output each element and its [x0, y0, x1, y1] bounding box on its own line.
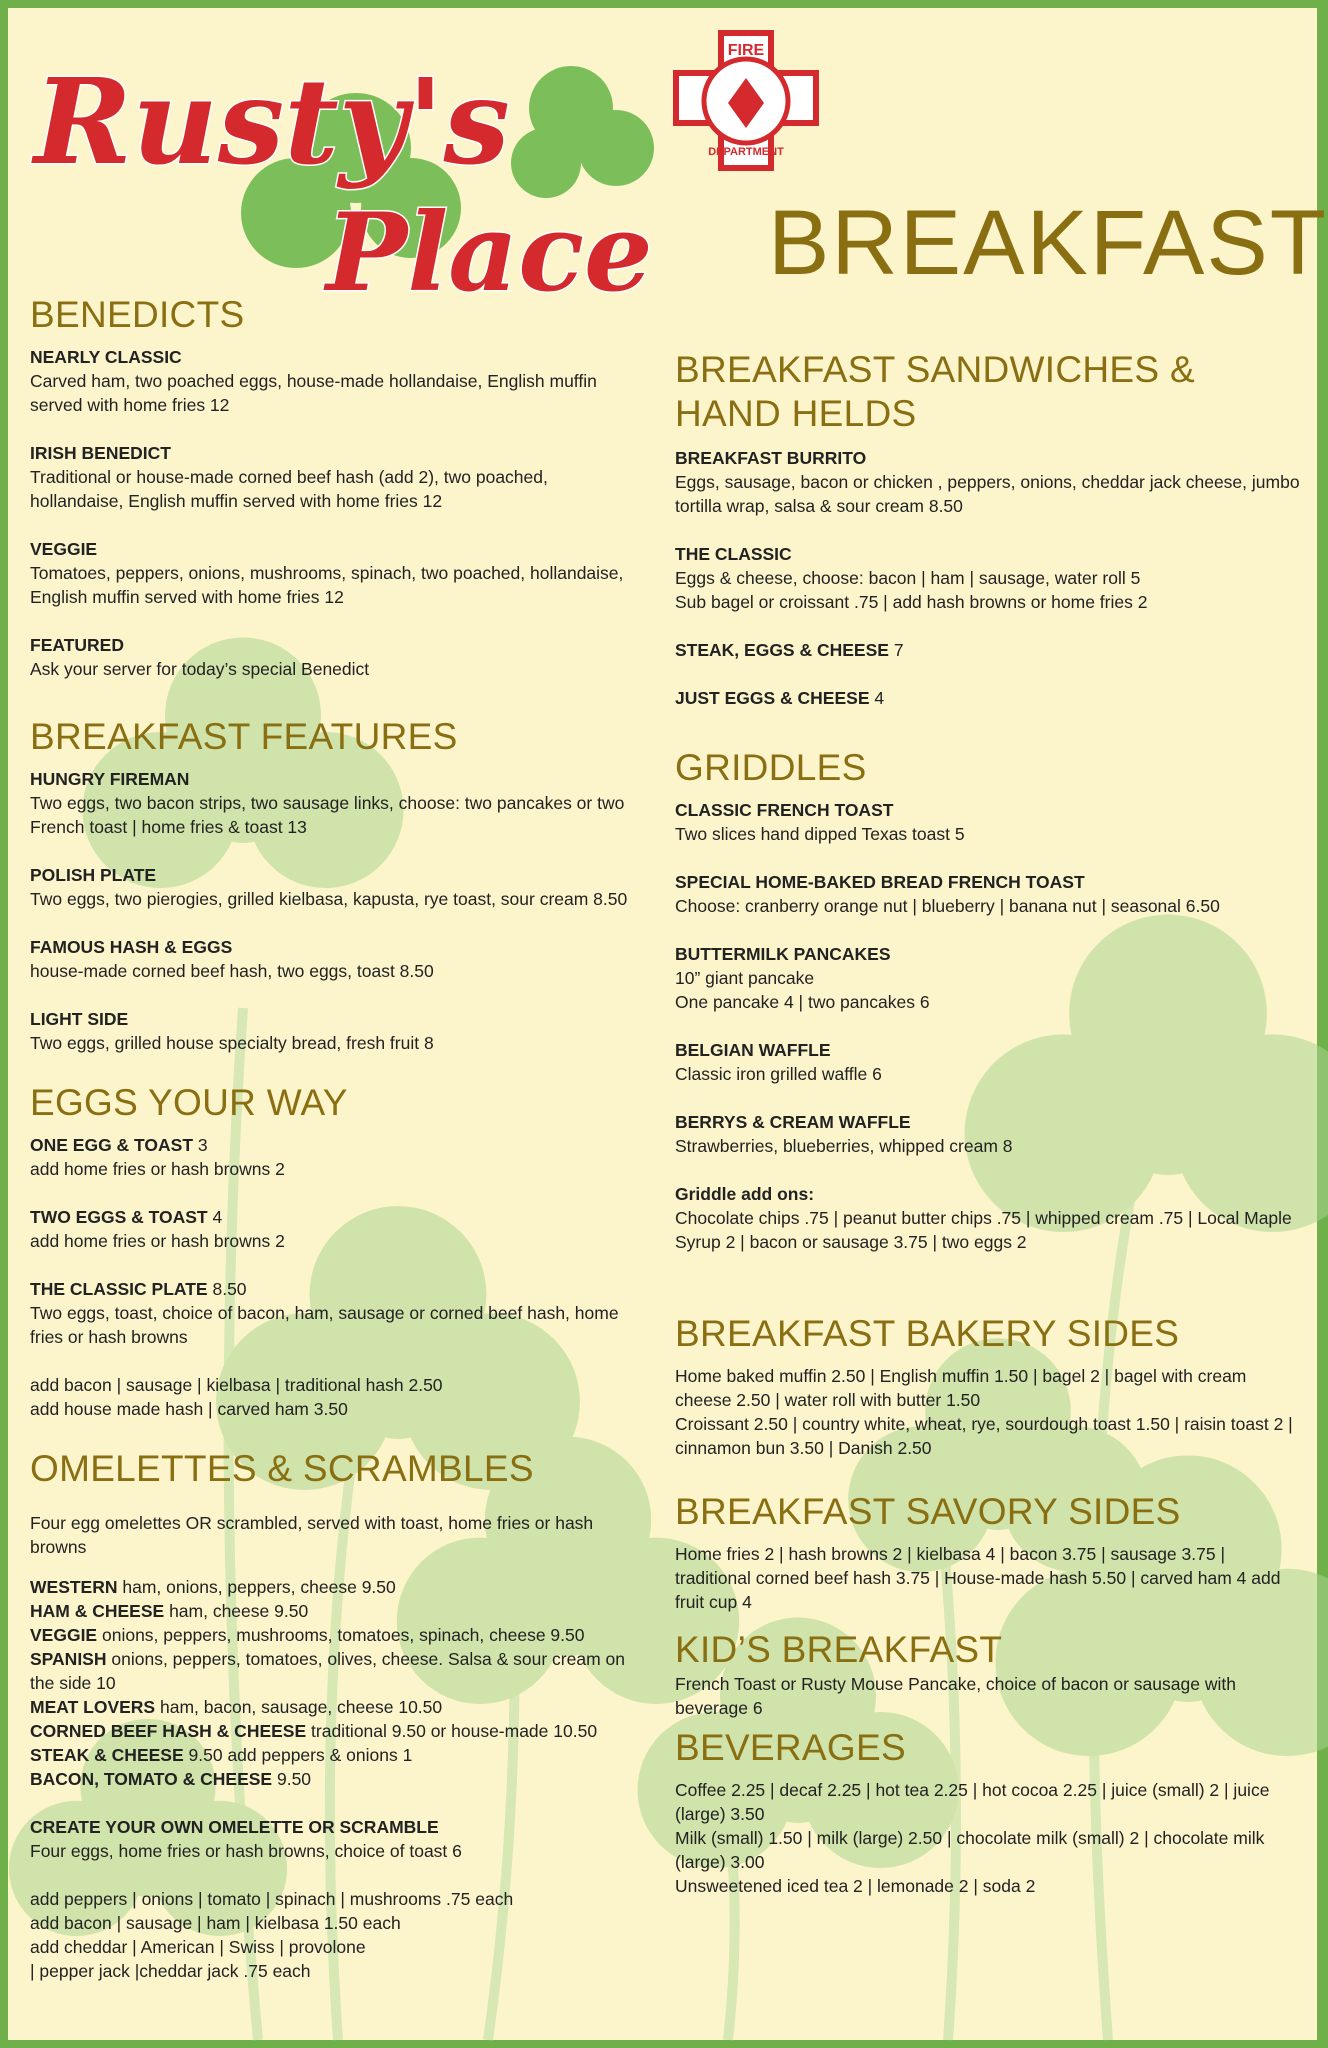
item-name: POLISH PLATE — [30, 865, 157, 885]
badge-top-text: FIRE — [727, 42, 765, 59]
bakery-heading: BREAKFAST BAKERY SIDES — [675, 1313, 1180, 1354]
item-name: LIGHT SIDE — [30, 1009, 129, 1029]
intro-text: Four egg omelettes OR scrambled, served with toast, home fries or hash browns — [30, 1513, 594, 1557]
menu-item — [30, 1205, 640, 1253]
item-desc: Tomatoes, peppers, onions, mushrooms, spinach, two poached, hollandaise, English muffin served with home fries 12 — [30, 563, 624, 607]
item-name: BUTTERMILK PANCAKES — [675, 944, 891, 964]
eggs-heading: EGGS YOUR WAY — [30, 1082, 348, 1123]
item-desc: Strawberries, blueberries, whipped cream 8 — [675, 1136, 1013, 1156]
item-desc: Home fries 2 | hash browns 2 | kielbasa 4 | bacon 3.75 | sausage 3.75 | traditional corned beef hash 3.75 | House-made hash 5.50 | carved ham 4 add fruit cup 4 — [675, 1544, 1281, 1612]
item-name: THE CLASSIC PLATE — [30, 1279, 208, 1299]
addon-line: add bacon | sausage | ham | kielbasa 1.50 each — [30, 1913, 401, 1933]
rustys-place-logo — [26, 28, 784, 318]
menu-item — [675, 638, 1305, 662]
item-price: 3 — [197, 1135, 208, 1155]
menu-item — [30, 537, 640, 609]
omelette-item: WESTERN ham, onions, peppers, cheese 9.50 — [30, 1577, 396, 1597]
menu-item — [30, 767, 640, 839]
omelettes-heading: OMELETTES & SCRAMBLES — [30, 1448, 534, 1489]
menu-item — [675, 1110, 1305, 1158]
omelette-item: MEAT LOVERS ham, bacon, sausage, cheese 10.50 — [30, 1697, 443, 1717]
item-desc: Ask your server for today’s special Benedict — [30, 659, 370, 679]
item-desc: Two slices hand dipped Texas toast 5 — [675, 824, 965, 844]
omelettes-intro — [30, 1511, 640, 1559]
menu-item — [30, 345, 640, 417]
item-desc: Choose: cranberry orange nut | blueberry | banana nut | seasonal 6.50 — [675, 896, 1220, 916]
item-desc: Carved ham, two poached eggs, house-made hollandaise, English muffin served with home fries 12 — [30, 371, 597, 415]
menu-item — [675, 1038, 1305, 1086]
item-name: BELGIAN WAFFLE — [675, 1040, 831, 1060]
item-price: 7 — [893, 640, 904, 660]
menu-page — [8, 8, 1328, 2040]
omelette-item: BACON, TOMATO & CHEESE 9.50 — [30, 1769, 312, 1789]
addon-line: add peppers | onions | tomato | spinach | mushrooms .75 each — [30, 1889, 514, 1909]
item-price: 8.50 — [212, 1279, 247, 1299]
create-your-own — [30, 1815, 640, 1863]
item-name: BERRYS & CREAM WAFFLE — [675, 1112, 911, 1132]
item-name: STEAK, EGGS & CHEESE — [675, 640, 889, 660]
item-desc: Eggs & cheese, choose: bacon | ham | sausage, water roll 5 — [675, 568, 1141, 588]
addon-line: add house made hash | carved ham 3.50 — [30, 1399, 348, 1419]
item-name: VEGGIE — [30, 539, 98, 559]
menu-item — [675, 870, 1305, 918]
menu-item — [30, 935, 640, 983]
menu-item — [675, 942, 1305, 1014]
item-desc: Two eggs, two pierogies, grilled kielbasa, kapusta, rye toast, sour cream 8.50 — [30, 889, 628, 909]
beverages-heading: BEVERAGES — [675, 1727, 906, 1768]
item-desc: Eggs, sausage, bacon or chicken , peppers, onions, cheddar jack cheese, jumbo tortilla wrap, salsa & sour cream 8.50 — [675, 472, 1300, 516]
item-desc: Traditional or house-made corned beef hash (add 2), two poached, hollandaise, English muffin served with home fries 12 — [30, 467, 548, 511]
kids-text — [675, 1672, 1305, 1720]
kids-heading: KID’S BREAKFAST — [675, 1629, 1003, 1670]
menu-item — [30, 1133, 640, 1181]
item-name: CLASSIC FRENCH TOAST — [675, 800, 894, 820]
menu-item — [30, 441, 640, 513]
brand-name-line1: Rusty's — [34, 52, 510, 191]
griddle-addons — [675, 1182, 1305, 1254]
item-desc: Chocolate chips .75 | peanut butter chips .75 | whipped cream .75 | Local Maple Syrup 2 | bacon or sausage 3.75 | two eggs 2 — [675, 1208, 1292, 1252]
menu-title: BREAKFAST — [768, 192, 1328, 294]
item-price: 4 — [212, 1207, 223, 1227]
item-name: Griddle add ons: — [675, 1184, 815, 1204]
omelette-item: HAM & CHEESE ham, cheese 9.50 — [30, 1601, 309, 1621]
menu-item — [30, 633, 640, 681]
benedicts-heading: BENEDICTS — [30, 294, 245, 335]
item-name: IRISH BENEDICT — [30, 443, 171, 463]
item-name: CREATE YOUR OWN OMELETTE OR SCRAMBLE — [30, 1817, 439, 1837]
item-name: ONE EGG & TOAST — [30, 1135, 194, 1155]
item-desc: add home fries or hash browns 2 — [30, 1231, 285, 1251]
omelette-list — [30, 1575, 640, 1791]
item-name: NEARLY CLASSIC — [30, 347, 182, 367]
menu-item — [675, 542, 1305, 614]
item-name: FEATURED — [30, 635, 124, 655]
menu-item — [675, 686, 1305, 710]
eggs-addons — [30, 1373, 640, 1421]
item-name: HUNGRY FIREMAN — [30, 769, 190, 789]
savory-heading: BREAKFAST SAVORY SIDES — [675, 1491, 1181, 1532]
item-desc: One pancake 4 | two pancakes 6 — [675, 992, 930, 1012]
item-desc: French Toast or Rusty Mouse Pancake, choice of bacon or sausage with beverage 6 — [675, 1674, 1236, 1718]
badge-bottom-text: DEPARTMENT — [708, 146, 784, 158]
item-name: TWO EGGS & TOAST — [30, 1207, 208, 1227]
item-desc: Milk (small) 1.50 | milk (large) 2.50 | chocolate milk (small) 2 | chocolate milk (large) 3.00 — [675, 1828, 1265, 1872]
omelette-item: STEAK & CHEESE 9.50 add peppers & onions 1 — [30, 1745, 413, 1765]
item-desc: house-made corned beef hash, two eggs, toast 8.50 — [30, 961, 434, 981]
menu-item — [30, 1277, 640, 1349]
item-desc: Croissant 2.50 | country white, wheat, rye, sourdough toast 1.50 | raisin toast 2 | cinnamon bun 3.50 | Danish 2.50 — [675, 1414, 1293, 1458]
item-name: SPECIAL HOME-BAKED BREAD FRENCH TOAST — [675, 872, 1085, 892]
item-desc: Two eggs, toast, choice of bacon, ham, sausage or corned beef hash, home fries or hash browns — [30, 1303, 619, 1347]
right-column — [675, 348, 1305, 1922]
left-column — [30, 293, 640, 2007]
omelette-item: SPANISH onions, peppers, tomatoes, olives, cheese. Salsa & sour cream on the side 10 — [30, 1649, 625, 1693]
item-desc: 10” giant pancake — [675, 968, 815, 988]
item-name: BREAKFAST BURRITO — [675, 448, 867, 468]
item-desc: Classic iron grilled waffle 6 — [675, 1064, 882, 1084]
sandwiches-heading: BREAKFAST SANDWICHES & HAND HELDS — [675, 349, 1195, 434]
item-desc: Coffee 2.25 | decaf 2.25 | hot tea 2.25 | hot cocoa 2.25 | juice (small) 2 | juice (large) 3.50 — [675, 1780, 1270, 1824]
addon-line: add cheddar | American | Swiss | provolone — [30, 1937, 366, 1957]
bakery-text — [675, 1364, 1305, 1460]
item-desc: add home fries or hash browns 2 — [30, 1159, 285, 1179]
item-desc: Two eggs, grilled house specialty bread, fresh fruit 8 — [30, 1033, 434, 1053]
griddles-heading: GRIDDLES — [675, 747, 867, 788]
item-desc: Home baked muffin 2.50 | English muffin 1.50 | bagel 2 | bagel with cream cheese 2.50 | water roll with butter 1.50 — [675, 1366, 1247, 1410]
item-desc: Unsweetened iced tea 2 | lemonade 2 | soda 2 — [675, 1876, 1036, 1896]
item-desc: Two eggs, two bacon strips, two sausage links, choose: two pancakes or two French toast | home fries & toast 13 — [30, 793, 625, 837]
item-desc: Four eggs, home fries or hash browns, choice of toast 6 — [30, 1841, 462, 1861]
beverages-text — [675, 1778, 1305, 1898]
features-heading: BREAKFAST FEATURES — [30, 716, 458, 757]
item-name: FAMOUS HASH & EGGS — [30, 937, 233, 957]
menu-item — [30, 1007, 640, 1055]
addon-line: add bacon | sausage | kielbasa | traditional hash 2.50 — [30, 1375, 443, 1395]
menu-item — [30, 863, 640, 911]
omelette-addons — [30, 1887, 640, 1983]
item-desc: Sub bagel or croissant .75 | add hash browns or home fries 2 — [675, 592, 1148, 612]
omelette-item: CORNED BEEF HASH & CHEESE traditional 9.50 or house-made 10.50 — [30, 1721, 598, 1741]
menu-item — [675, 446, 1305, 518]
brand-name-line2: Place — [326, 190, 653, 316]
savory-text — [675, 1542, 1305, 1614]
addon-line: | pepper jack |cheddar jack .75 each — [30, 1961, 311, 1981]
menu-item — [675, 798, 1305, 846]
omelette-item: VEGGIE onions, peppers, mushrooms, tomatoes, spinach, cheese 9.50 — [30, 1625, 585, 1645]
item-name: THE CLASSIC — [675, 544, 792, 564]
item-name: JUST EGGS & CHEESE — [675, 688, 870, 708]
item-price: 4 — [874, 688, 885, 708]
